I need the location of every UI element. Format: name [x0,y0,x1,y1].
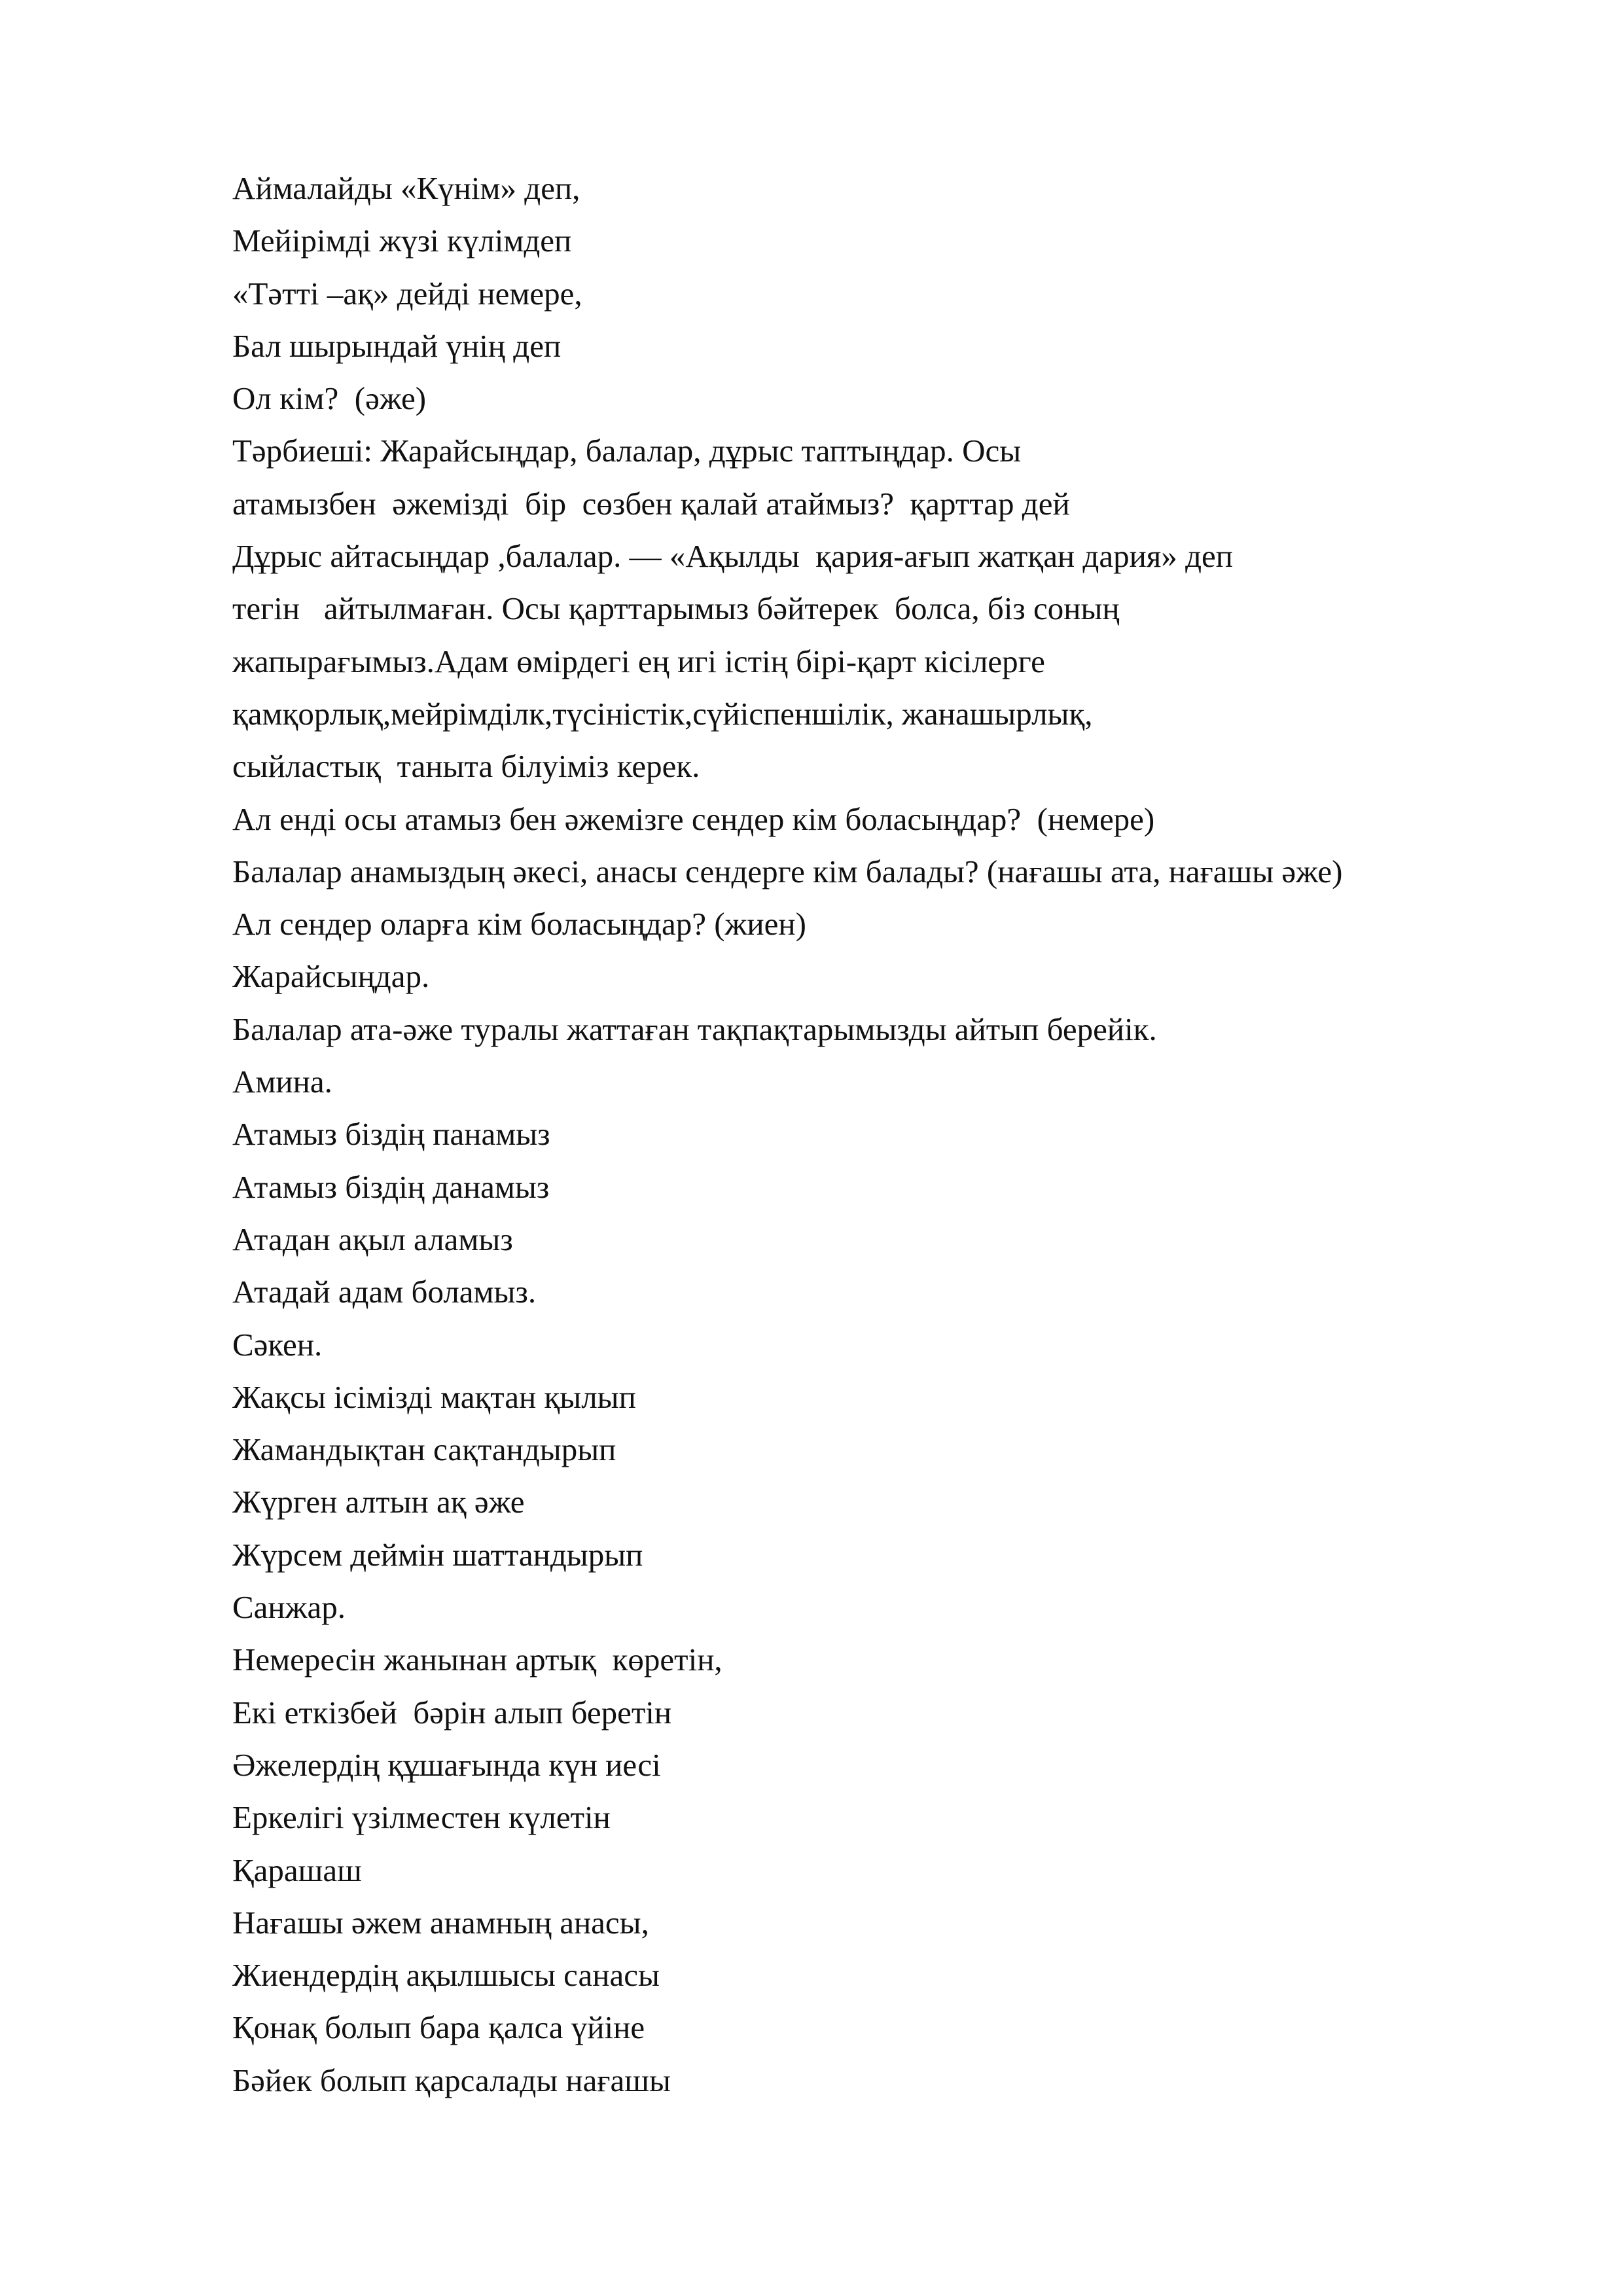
text-line: Жүрсем деймін шаттандырып [232,1536,643,1573]
text-line: Сәкен. [232,1326,323,1363]
text-line: тегін айтылмаған. Осы қарттарымыз бәйтерек болса, біз соның [232,590,1120,627]
text-line: Балалар ата-әже туралы жаттаған тақпақтарымызды айтып берейік. [232,1011,1157,1047]
text-line: атамызбен әжемізді бір сөзбен қалай атаймыз? қарттар дей [232,485,1070,522]
text-line: қамқорлық,мейрімділк,түсіністік,сүйіспеншілік, жанашырлық, [232,695,1093,732]
text-line: Жамандықтан сақтандырып [232,1431,616,1468]
text-line: Жиендердің ақылшысы санасы [232,1957,660,1994]
text-line: «Тәтті –ақ» дейді немере, [232,275,582,312]
text-line: Атадан ақыл аламыз [232,1221,513,1257]
text-line: Атамыз біздің данамыз [232,1168,550,1205]
text-line: Тәрбиеші: Жарайсыңдар, балалар, дұрыс таптыңдар. Осы [232,433,1022,469]
text-line: сыйластық таныта білуіміз керек. [232,748,700,785]
text-line: Қарашаш [232,1852,362,1888]
text-line: Амина. [232,1064,332,1100]
text-line: Атамыз біздің панамыз [232,1116,550,1153]
text-line: Ал сендер оларға кім боласыңдар? (жиен) [232,906,806,942]
text-line: Жарайсыңдар. [232,958,430,995]
text-line: Қонақ болып бара қалса үйіне [232,2009,645,2046]
text-line: Жақсы ісімізді мақтан қылып [232,1378,636,1415]
text-line: Бал шырындай үнің деп [232,327,562,364]
text-line: Ал енді осы атамыз бен әжемізге сендер кім боласыңдар? (немере) [232,800,1155,837]
text-line: Мейірімді жүзі күлімдеп [232,223,572,259]
text-line: Немересін жанынан артық көретін, [232,1641,722,1678]
text-line: жапырағымыз.Адам өмірдегі ең игі істің бірі-қарт кісілерге [232,643,1045,679]
document-text [232,162,1594,2107]
text-line: Әжелердің құшағында күн иесі [232,1746,661,1783]
text-line: Ол кім? (әже) [232,380,427,417]
text-line: Санжар. [232,1589,346,1626]
text-line: Аймалайды «Күнім» деп, [232,170,580,206]
text-line: Бәйек болып қарсалады нағашы [232,2062,671,2098]
text-line: Дұрыс айтасыңдар ,балалар. — «Ақылды қария-ағып жатқан дария» деп [232,538,1234,575]
text-line: Балалар анамыздың әкесі, анасы сендерге кім балады? (нағашы ата, нағашы әже) [232,853,1343,889]
text-line: Екі еткізбей бәрін алып беретін [232,1694,672,1731]
text-line: Атадай адам боламыз. [232,1274,537,1310]
text-line: Еркелігі үзілместен күлетін [232,1799,611,1836]
text-line: Жүрген алтын ақ әже [232,1484,525,1520]
text-line: Нағашы әжем анамның анасы, [232,1904,649,1941]
